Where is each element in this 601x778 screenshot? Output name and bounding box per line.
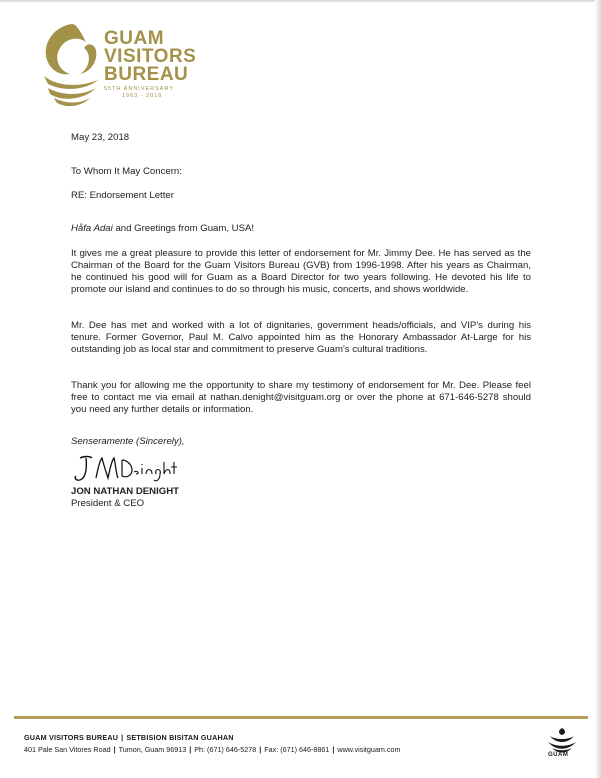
gvb-logo [38,18,197,118]
letter-salutation: To Whom It May Concern: [71,166,182,177]
footer-address: 401 Pale San Vitores Road [24,745,111,754]
footer-phone: Ph: (671) 646-5278 [194,745,257,754]
footer-city: Tumon, Guam 96913 [118,745,187,754]
footer-separator: | [121,733,124,742]
letter-closing: Senseramente (Sincerely), [71,436,185,447]
footer-website-link[interactable]: www.visitguam.com [337,745,401,754]
swirl-logo-icon [38,18,108,108]
footer-org-line [24,733,234,742]
footer-org-name-chamorro: SETBISION BISITAN GUAHAN [126,733,234,742]
logo-wordmark [104,30,196,100]
letter-greeting [71,223,254,234]
letter-paragraph-1: It gives me a great pleasure to provide this letter of endorsement for Mr. Jimmy Dee. He has served as the Chairman of the Board for the Guam Visitors Bureau (GVB) from 1996-1998. After his years as Chairman, he continued his good will for Guam as a Board Director for two years following. He devoted his life to promote our island and continues to do so through his music, concerts, and shows worldwide. [71,248,531,295]
logo-line-visitors: VISITORS [104,46,197,67]
footer-fax: Fax: (671) 646-8861 [264,745,330,754]
footer-contact-line: 401 Pale San Vitores Road | Tumon, Guam 96913 | Ph: (671) 646-5278 | Fax: (671) 646-8861 | www.visitguam.com [24,745,401,754]
anniversary-years: 1963 · 2018 [122,93,163,99]
anniversary-label: 55TH ANNIVERSARY [104,86,175,92]
letter-paragraph-3: Thank you for allowing me the opportunity to share my testimony of endorsement for Mr. Dee. Please feel free to contact me via email at nathan.denight@visitguam.org or over the phone at 671-646-5278 should you need any further details or information. [71,380,531,415]
page-top-edge [0,0,601,3]
logo-line-bureau: BUREAU [104,64,189,85]
logo-line-guam: GUAM [104,28,165,49]
page-right-edge [595,0,601,778]
handwritten-signature [70,450,200,488]
letter-paragraph-2: Mr. Dee has met and worked with a lot of dignitaries, government heads/officials, and VIP's during his tenure. Former Governor, Paul M. Calvo appointed him as the Honorary Ambassador At-Large for his outstanding job as local star and commitment to preserve Guam's cultural traditions. [71,320,531,355]
signer-title: President & CEO [71,498,145,509]
signer-name: JON NATHAN DENIGHT [71,486,180,497]
footer-org-name: GUAM VISITORS BUREAU [24,733,119,742]
footer-divider [14,716,588,719]
greeting-rest: and Greetings from Guam, USA! [112,223,255,234]
letter-subject: RE: Endorsement Letter [71,190,174,201]
letter-date: May 23, 2018 [71,132,130,143]
footer-logo-text: GUAM [548,752,569,758]
greeting-italic: Håfa Adai [71,223,113,234]
